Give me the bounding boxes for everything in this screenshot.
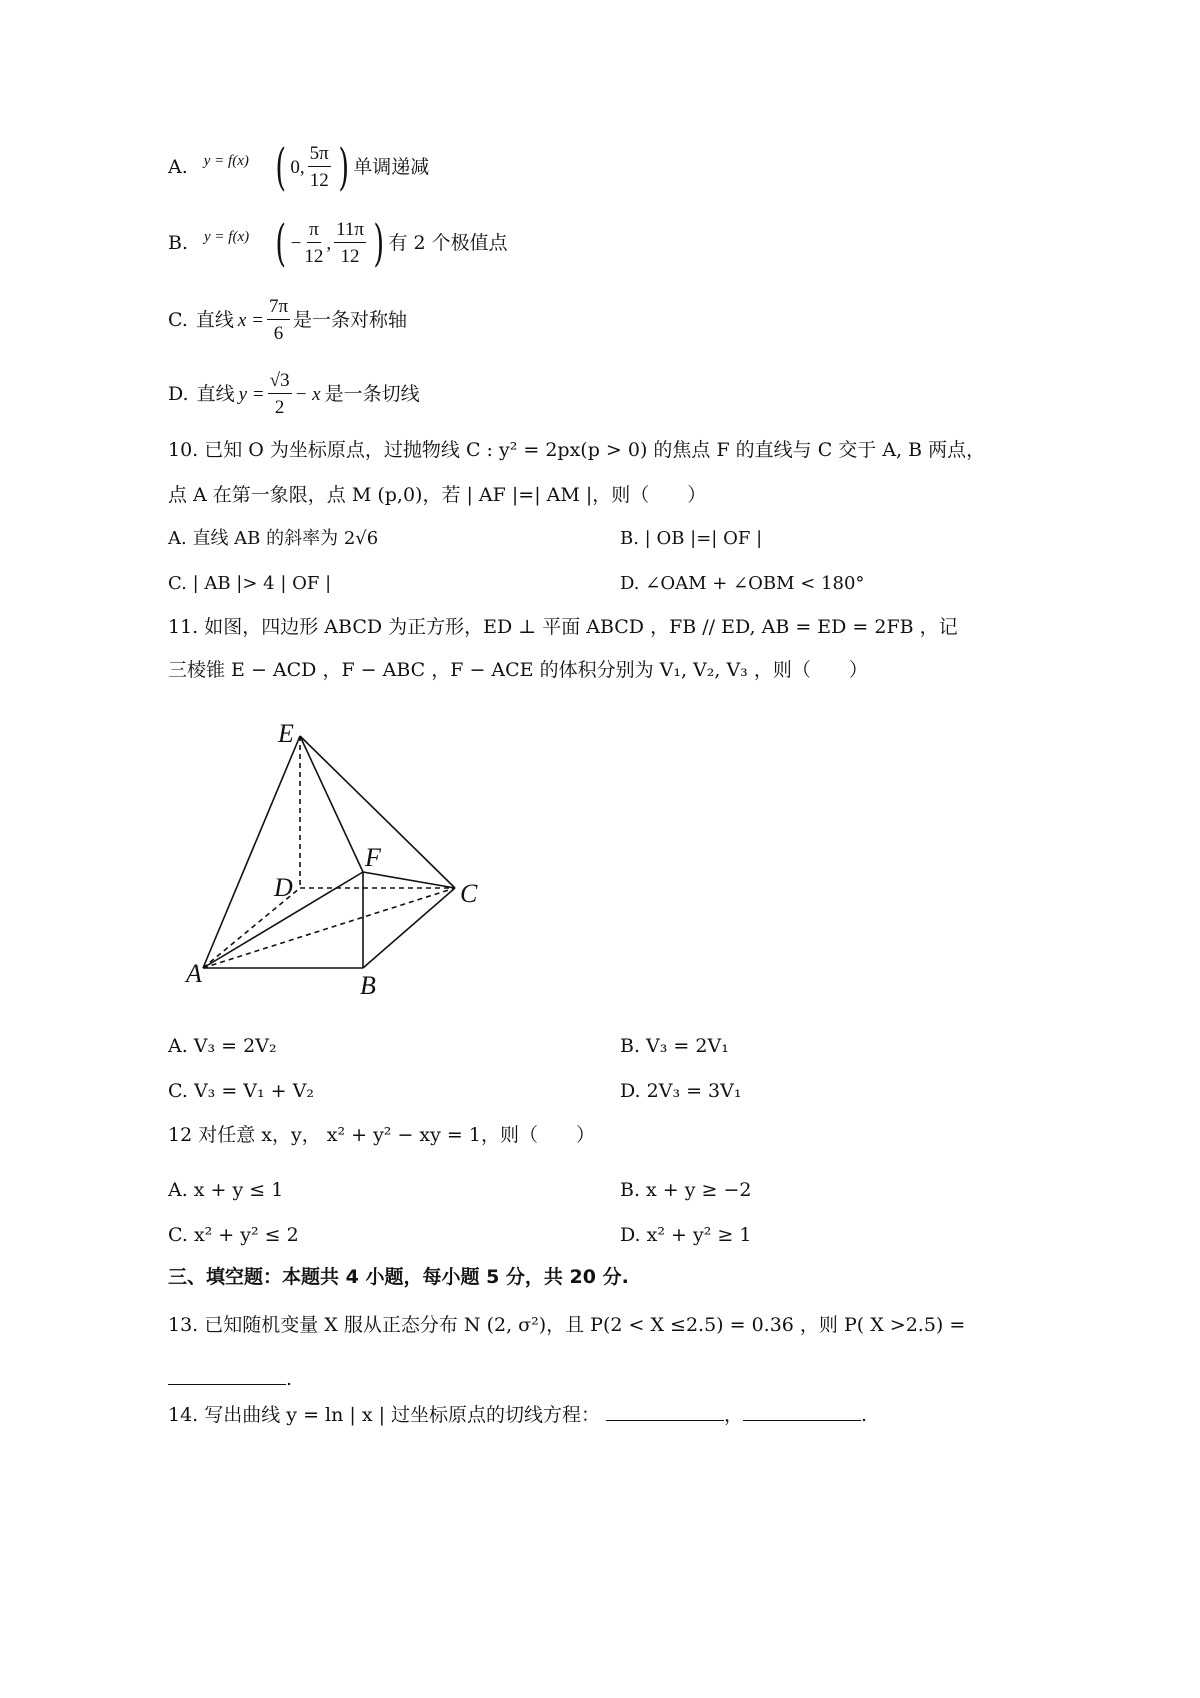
q12-option-c: C. x² + y² ≤ 2	[168, 1224, 299, 1246]
label-e: E	[278, 719, 294, 748]
option-letter: D.	[168, 382, 189, 405]
variable: y =	[238, 383, 265, 405]
section-3-heading: 三、填空题：本题共 4 小题，每小题 5 分，共 20 分.	[168, 1266, 629, 1288]
answer-blank-1[interactable]	[606, 1404, 724, 1421]
q9-option-d	[168, 366, 420, 422]
q12-option-a: A. x + y ≤ 1	[168, 1179, 284, 1201]
q13-stem: 13. 已知随机变量 X 服从正态分布 N (2, σ²)，且 P(2 < X ≤2.5) = 0.36 ，则 P( X >2.5) =	[168, 1314, 966, 1336]
right-paren: )	[338, 137, 349, 196]
label-b: B	[360, 971, 376, 1000]
minus-sign: −	[290, 232, 302, 254]
q9-option-c	[168, 294, 407, 346]
q12-option-d: D. x² + y² ≥ 1	[620, 1224, 752, 1246]
option-letter: C.	[168, 308, 188, 331]
label-c: C	[460, 879, 478, 908]
interval-fraction: $\frac{5\pi}{12}$	[309, 143, 329, 191]
q9-option-b	[168, 213, 508, 272]
right-paren: )	[373, 213, 385, 272]
period: .	[861, 1404, 868, 1426]
option-text: 是一条切线	[324, 382, 420, 405]
q14-stem: 14. 写出曲线 y = ln | x | 过坐标原点的切线方程：	[168, 1404, 601, 1426]
q10-stem-line1: 10. 已知 O 为坐标原点，过抛物线 C : y² = 2px(p > 0) 的焦点 F 的直线与 C 交于 A, B 两点，	[168, 439, 986, 461]
option-text: 单调递减	[353, 155, 430, 178]
q10-option-c: C. | AB |> 4 | OF |	[168, 573, 332, 594]
left-paren: (	[275, 137, 286, 196]
q10-option-b: B. | OB |=| OF |	[620, 528, 763, 549]
option-prefix: 直线	[196, 382, 235, 405]
period: .	[286, 1368, 293, 1390]
tail-expr: − x	[294, 383, 321, 405]
interval-left: 0,	[290, 156, 305, 178]
label-d: D	[274, 873, 293, 902]
answer-blank[interactable]	[168, 1368, 286, 1385]
option-prefix: 直线	[195, 308, 234, 331]
label-f: F	[365, 843, 381, 872]
fraction: $\frac{√3}{2}$	[269, 370, 290, 418]
left-paren: (	[275, 213, 287, 272]
answer-blank-2[interactable]	[743, 1404, 861, 1421]
option-text: 有 2 个极值点	[388, 231, 508, 254]
option-letter: A.	[168, 155, 188, 178]
q10-option-a: A. 直线 AB 的斜率为 2√6	[168, 528, 379, 549]
comma: ,	[326, 232, 332, 254]
q10-stem-line2: 点 A 在第一象限，点 M (p,0)，若 | AF |=| AM |，则（ ）	[168, 484, 707, 506]
q13-answer-line	[168, 1368, 292, 1389]
q14-stem-line	[168, 1404, 867, 1425]
q11-option-c: C. V₃ = V₁ + V₂	[168, 1080, 314, 1102]
fraction: $\frac{7\pi}{6}$	[268, 296, 289, 344]
fraction-2: $\frac{11\pi}{12}$	[336, 219, 364, 267]
q9-option-a	[168, 137, 430, 196]
q11-stem-line1: 11. 如图，四边形 ABCD 为正方形，ED ⊥ 平面 ABCD ，FB // ED, AB = ED = 2FB ，记	[168, 616, 958, 638]
option-letter: B.	[168, 231, 189, 254]
separator: ，	[724, 1404, 744, 1426]
function-expr: y = f(x)	[203, 152, 249, 169]
figure-edges	[203, 736, 455, 968]
edge-ef	[300, 736, 363, 872]
q12-option-b: B. x + y ≥ −2	[620, 1179, 752, 1201]
pyramid-figure	[170, 710, 510, 1010]
q12-stem: 12 对任意 x，y， x² + y² − xy = 1，则（ ）	[168, 1124, 595, 1146]
q11-option-a: A. V₃ = 2V₂	[168, 1035, 277, 1057]
variable: x =	[237, 309, 264, 331]
q11-option-d: D. 2V₃ = 3V₁	[620, 1080, 742, 1102]
q11-option-b: B. V₃ = 2V₁	[620, 1035, 729, 1057]
option-text: 是一条对称轴	[293, 308, 408, 331]
fraction-1: $\frac{\pi}{12}$	[304, 219, 324, 267]
function-expr: y = f(x)	[204, 228, 250, 245]
edge-ac-hidden	[203, 888, 455, 968]
q10-option-d: D. ∠OAM + ∠OBM < 180°	[620, 573, 865, 594]
edge-bc	[363, 888, 455, 968]
label-a: A	[186, 959, 202, 988]
edge-ea	[203, 736, 300, 968]
q11-stem-line2: 三棱锥 E − ACD ，F − ABC ，F − ACE 的体积分别为 V₁, V₂, V₃ ，则（ ）	[168, 659, 868, 681]
